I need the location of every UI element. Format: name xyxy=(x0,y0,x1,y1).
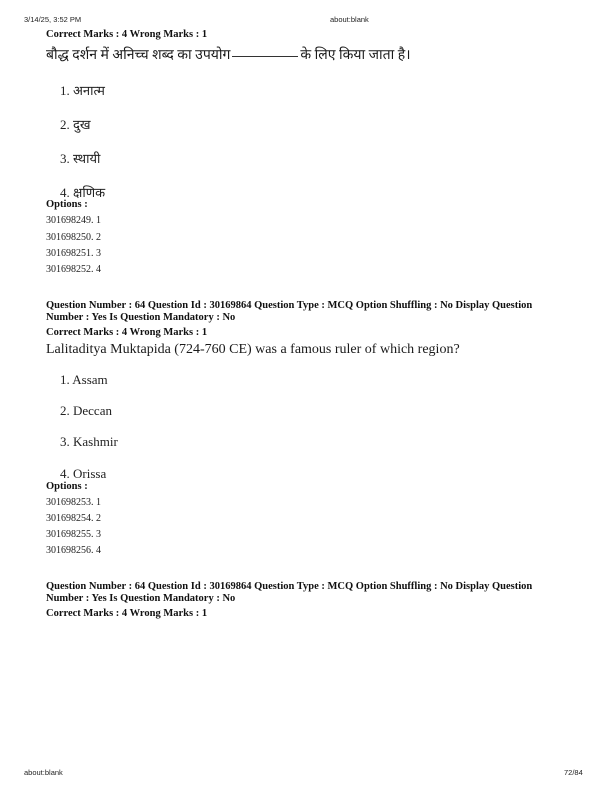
question-meta-line1: Question Number : 64 Question Id : 30169864 Question Type : MCQ Option Shuffling : No Display Question xyxy=(46,581,533,592)
marks-line-3: Correct Marks : 4 Wrong Marks : 1 xyxy=(46,608,208,619)
question-text-part2: के लिए किया जाता है। xyxy=(300,48,411,63)
option-id: 301698253. 1 xyxy=(46,497,101,508)
choice-1: 1. Assam xyxy=(60,372,108,387)
fill-blank xyxy=(232,55,298,57)
print-footer-url: about:blank xyxy=(24,768,63,777)
options-label-1: Options : xyxy=(46,199,88,210)
question-text-2: Lalitaditya Muktapida (724-760 CE) was a famous ruler of which region? xyxy=(46,342,460,357)
question-meta-line1: Question Number : 64 Question Id : 30169864 Question Type : MCQ Option Shuffling : No Display Question xyxy=(46,300,533,311)
choice-4: 4. Orissa xyxy=(60,466,107,481)
marks-line-1: Correct Marks : 4 Wrong Marks : 1 xyxy=(46,29,208,40)
option-id: 301698251. 3 xyxy=(46,248,101,259)
option-id: 301698252. 4 xyxy=(46,264,101,275)
choice-3: 3. स्थायी xyxy=(60,151,101,166)
marks-line-2: Correct Marks : 4 Wrong Marks : 1 xyxy=(46,327,208,338)
option-id: 301698249. 1 xyxy=(46,215,101,226)
option-id: 301698255. 3 xyxy=(46,529,101,540)
choice-1: 1. अनात्म xyxy=(60,83,105,98)
choice-4: 4. क्षणिक xyxy=(60,185,106,200)
question-text-1 xyxy=(46,45,411,64)
option-id: 301698256. 4 xyxy=(46,545,101,556)
question-meta-line2: Number : Yes Is Question Mandatory : No xyxy=(46,312,236,323)
question-meta-line2: Number : Yes Is Question Mandatory : No xyxy=(46,593,236,604)
print-page-number: 72/84 xyxy=(564,768,583,777)
options-label-2: Options : xyxy=(46,481,88,492)
option-id: 301698254. 2 xyxy=(46,513,101,524)
choice-2: 2. Deccan xyxy=(60,403,112,418)
print-title: about:blank xyxy=(330,15,369,24)
choice-3: 3. Kashmir xyxy=(60,434,118,449)
print-datetime: 3/14/25, 3:52 PM xyxy=(24,15,82,24)
question-text-part1: बौद्ध दर्शन में अनिच्च शब्द का उपयोग xyxy=(46,48,231,63)
choice-2: 2. दुख xyxy=(60,117,91,132)
option-id: 301698250. 2 xyxy=(46,232,101,243)
